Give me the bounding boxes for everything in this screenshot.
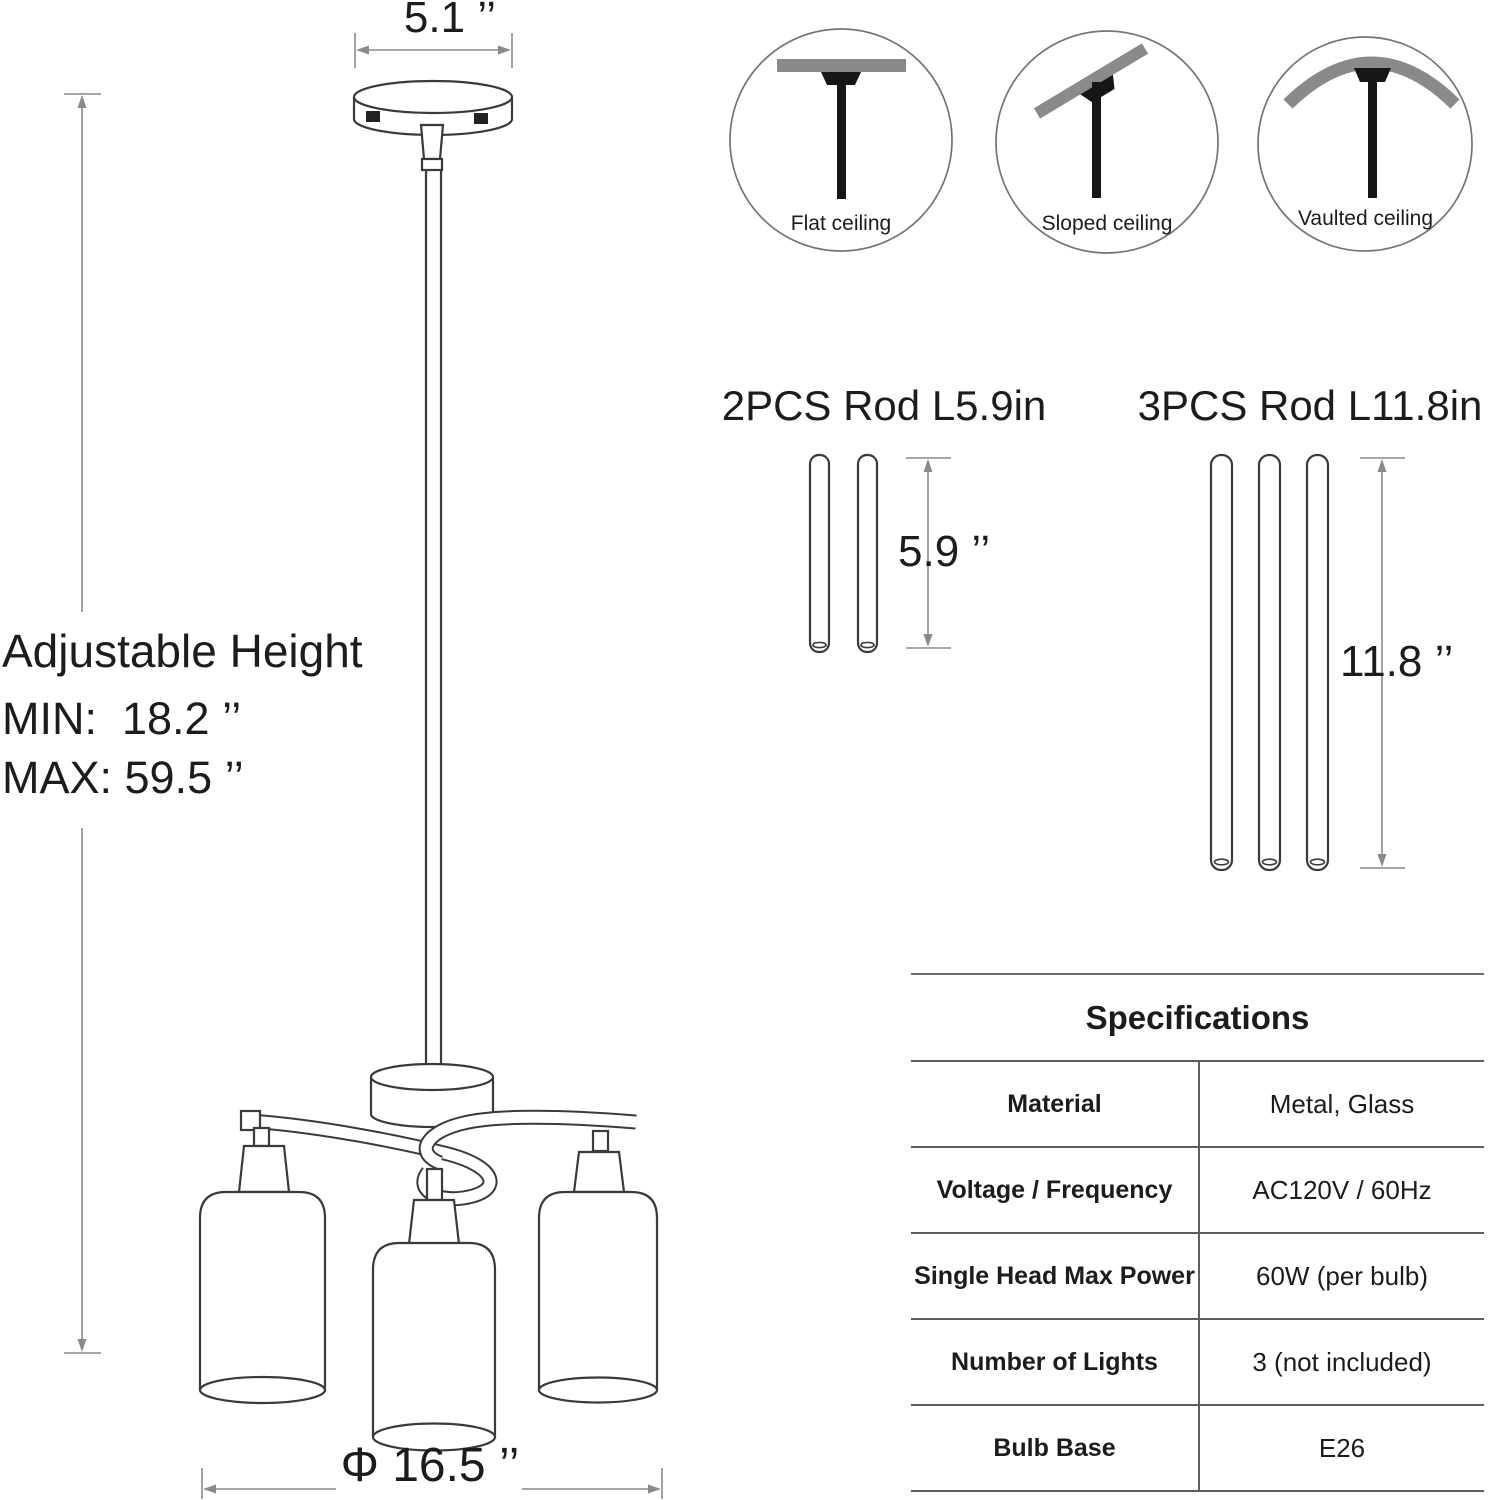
adjustable-height-title: Adjustable Height <box>2 625 363 677</box>
spec-row-value: E26 <box>1318 1432 1366 1463</box>
left-socket <box>239 1146 289 1192</box>
rod-3pcs-length-label: 11.8 ’’ <box>1340 637 1454 686</box>
spec-row-value: Metal, Glass <box>1269 1088 1415 1119</box>
adjustable-height-max: MAX: 59.5 ’’ <box>2 752 244 803</box>
sloped-ceiling-label: Sloped ceiling <box>1041 212 1173 235</box>
spec-row-label: Voltage / Frequency <box>911 1148 1200 1232</box>
spec-row-label: Bulb Base <box>911 1406 1200 1490</box>
spec-row-value: 3 (not included) <box>1252 1346 1432 1377</box>
specifications-title: Specifications <box>911 975 1484 1062</box>
vaulted-ceiling-label: Vaulted ceiling <box>1297 207 1434 230</box>
spec-row-value: AC120V / 60Hz <box>1252 1174 1432 1205</box>
specifications-table <box>911 973 1484 1492</box>
spec-row-label: Single Head Max Power <box>911 1234 1200 1318</box>
diameter-label: Φ 16.5 ’’ <box>340 1439 520 1492</box>
spec-row-label: Number of Lights <box>911 1320 1200 1404</box>
right-socket-stem <box>593 1131 608 1151</box>
rod-set-3pcs <box>1211 455 1328 870</box>
flat-ceiling-label: Flat ceiling <box>790 212 892 235</box>
table-row <box>911 1320 1484 1406</box>
pendant-light-drawing <box>200 81 657 1451</box>
spare-rods <box>810 455 1328 870</box>
downrod <box>426 170 441 1066</box>
table-row <box>911 1062 1484 1148</box>
spec-row-value: 60W (per bulb) <box>1256 1260 1428 1291</box>
table-row <box>911 1234 1484 1320</box>
spec-row-label: Material <box>911 1062 1200 1146</box>
center-socket <box>409 1200 459 1244</box>
canopy-width-label: 5.1 ’’ <box>403 0 497 42</box>
ceiling-canopy <box>354 81 512 170</box>
left-socket-stem <box>254 1128 269 1146</box>
rod-2pcs-length-label: 5.9 ’’ <box>898 527 991 576</box>
right-socket <box>574 1152 624 1192</box>
rod-set-2pcs <box>810 455 877 652</box>
rod-set-3pcs-title: 3PCS Rod L11.8in <box>1137 382 1483 429</box>
table-row <box>911 1148 1484 1234</box>
table-row <box>911 1406 1484 1490</box>
center-socket-stem <box>427 1169 442 1200</box>
adjustable-height-min: MIN: 18.2 ’’ <box>2 693 242 744</box>
rod-set-2pcs-title: 2PCS Rod L5.9in <box>721 382 1047 429</box>
